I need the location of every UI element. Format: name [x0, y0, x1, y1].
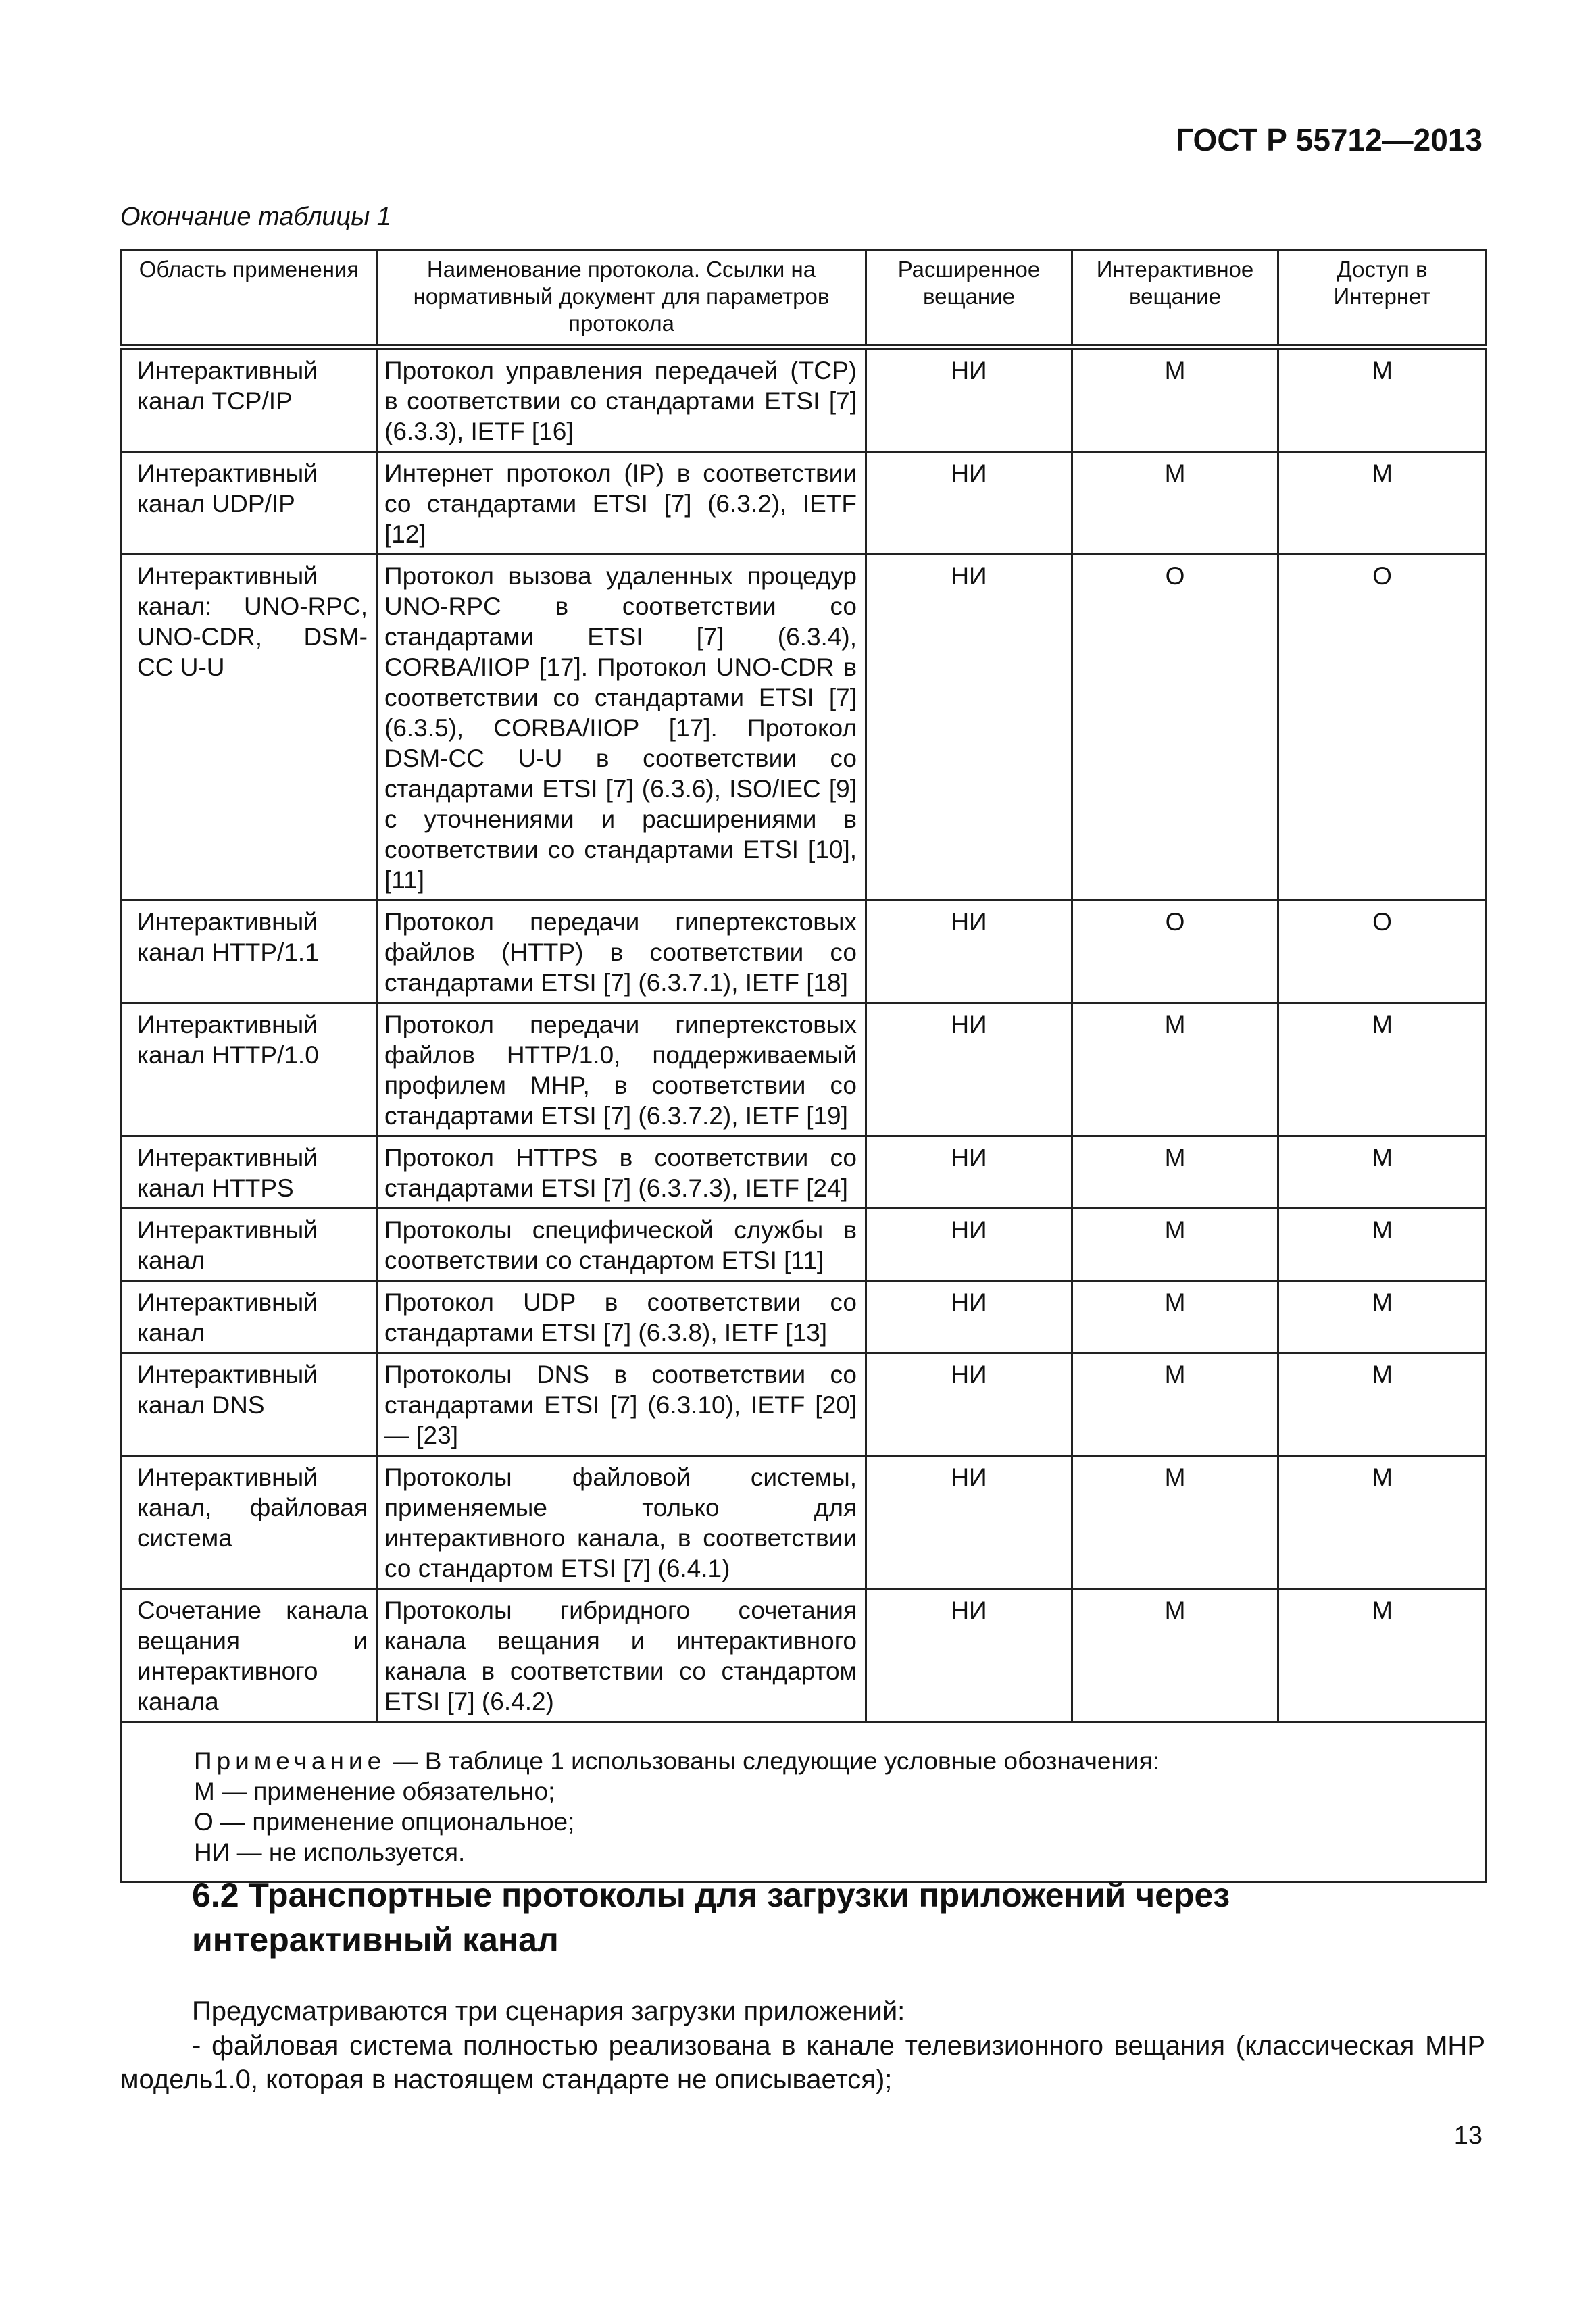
document-id: ГОСТ Р 55712—2013	[1176, 122, 1482, 157]
extended-value-cell: НИ	[866, 1209, 1072, 1281]
internet-value-cell: М	[1278, 1003, 1487, 1136]
internet-value-cell: О	[1278, 901, 1487, 1003]
area-cell: Интерактивный канал HTTP/1.0	[122, 1003, 377, 1136]
internet-value-cell: М	[1278, 1353, 1487, 1456]
interactive-value-cell: М	[1072, 1209, 1278, 1281]
area-cell: Сочетание канала вещания и интерактивного канала	[122, 1589, 377, 1722]
extended-value-cell: НИ	[866, 1136, 1072, 1209]
table-row	[122, 1136, 1487, 1209]
table-row	[122, 347, 1487, 452]
area-cell: Интерактивный канал	[122, 1281, 377, 1353]
column-header: Интерактивное вещание	[1072, 250, 1278, 347]
protocol-cell: Протоколы гибридного сочетания канала вещания и интерактивного канала в соответствии со стандартом ETSI [7] (6.4.2)	[377, 1589, 866, 1722]
internet-value-cell: М	[1278, 347, 1487, 452]
table-row	[122, 1209, 1487, 1281]
section-title: 6.2 Транспортные протоколы для загрузки приложений через интерактивный канал	[192, 1876, 1230, 1959]
extended-value-cell: НИ	[866, 1456, 1072, 1589]
interactive-value-cell: М	[1072, 1353, 1278, 1456]
area-cell: Интерактивный канал	[122, 1209, 377, 1281]
table-row	[122, 901, 1487, 1003]
area-cell: Интерактивный канал DNS	[122, 1353, 377, 1456]
table-caption: Окончание таблицы 1	[120, 203, 391, 231]
section-paragraph: - файловая система полностью реализована в канале телевизионного вещания (классическая MHP модель1.0, которая в настоящем стандарте не описывается);	[120, 2031, 1485, 2094]
table-row	[122, 452, 1487, 555]
note-line: НИ — не используется.	[194, 1838, 466, 1866]
note-line: О — применение опциональное;	[194, 1808, 575, 1836]
extended-value-cell: НИ	[866, 347, 1072, 452]
column-header: Доступ в Интернет	[1278, 250, 1487, 347]
protocol-cell: Протокол передачи гипертекстовых файлов (HTTP) в соответствии со стандартами ETSI [7] (6.3.7.1), IETF [18]	[377, 901, 866, 1003]
extended-value-cell: НИ	[866, 1003, 1072, 1136]
note-line: М — применение обязательно;	[194, 1778, 555, 1805]
interactive-value-cell: М	[1072, 1136, 1278, 1209]
table-row	[122, 1003, 1487, 1136]
internet-value-cell: М	[1278, 1589, 1487, 1722]
protocol-cell: Протоколы DNS в соответствии со стандартами ETSI [7] (6.3.10), IETF [20] — [23]	[377, 1353, 866, 1456]
internet-value-cell: М	[1278, 1281, 1487, 1353]
table-header-row	[122, 250, 1487, 347]
internet-value-cell: М	[1278, 1209, 1487, 1281]
area-cell: Интерактивный канал TCP/IP	[122, 347, 377, 452]
table-row	[122, 1353, 1487, 1456]
internet-value-cell: О	[1278, 555, 1487, 901]
interactive-value-cell: О	[1072, 901, 1278, 1003]
extended-value-cell: НИ	[866, 901, 1072, 1003]
interactive-value-cell: М	[1072, 1003, 1278, 1136]
interactive-value-cell: М	[1072, 347, 1278, 452]
interactive-value-cell: О	[1072, 555, 1278, 901]
area-cell: Интерактивный канал, файловая система	[122, 1456, 377, 1589]
extended-value-cell: НИ	[866, 1281, 1072, 1353]
protocol-cell: Протокол управления передачей (TCP) в соответствии со стандартами ETSI [7] (6.3.3), IETF [16]	[377, 347, 866, 452]
extended-value-cell: НИ	[866, 555, 1072, 901]
table-row	[122, 1281, 1487, 1353]
column-header: Область применения	[122, 250, 377, 347]
interactive-value-cell: М	[1072, 1589, 1278, 1722]
protocol-cell: Протокол вызова удаленных процедур UNO-RPC в соответствии со стандартами ETSI [7] (6.3.4), CORBA/IIOP [17]. Протокол UNO-CDR в соответствии со стандартами ETSI [7] (6.3.5), CORBA/IIOP [17]. Протокол DSM-CC U-U в соответствии со стандартами ETSI [7] (6.3.6), ISO/IEC [9] с уточнениями и расширениями в соответствии со стандартами ETSI [10], [11]	[377, 555, 866, 901]
table-row	[122, 1456, 1487, 1589]
interactive-value-cell: М	[1072, 452, 1278, 555]
section-paragraph: Предусматриваются три сценария загрузки приложений:	[192, 1996, 905, 2026]
protocol-cell: Интернет протокол (IP) в соответствии со стандартами ETSI [7] (6.3.2), IETF [12]	[377, 452, 866, 555]
internet-value-cell: М	[1278, 452, 1487, 555]
protocol-cell: Протоколы специфической службы в соответствии со стандартом ETSI [11]	[377, 1209, 866, 1281]
protocol-cell: Протокол UDP в соответствии со стандартами ETSI [7] (6.3.8), IETF [13]	[377, 1281, 866, 1353]
interactive-value-cell: М	[1072, 1281, 1278, 1353]
table-row	[122, 555, 1487, 901]
column-header: Расширенное вещание	[866, 250, 1072, 347]
note-intro: — В таблице 1 использованы следующие условные обозначения:	[386, 1747, 1159, 1775]
area-cell: Интерактивный канал UDP/IP	[122, 452, 377, 555]
note-label: Примечание	[194, 1747, 386, 1775]
table-note-row	[122, 1722, 1487, 1882]
extended-value-cell: НИ	[866, 1589, 1072, 1722]
protocols-table	[120, 249, 1487, 1883]
extended-value-cell: НИ	[866, 452, 1072, 555]
area-cell: Интерактивный канал HTTPS	[122, 1136, 377, 1209]
area-cell: Интерактивный канал HTTP/1.1	[122, 901, 377, 1003]
protocol-cell: Протокол передачи гипертекстовых файлов HTTP/1.0, поддерживаемый профилем MHP, в соответствии со стандартами ETSI [7] (6.3.7.2), IETF [19]	[377, 1003, 866, 1136]
column-header: Наименование протокола. Ссылки на нормативный документ для параметров протокола	[377, 250, 866, 347]
table-row	[122, 1589, 1487, 1722]
extended-value-cell: НИ	[866, 1353, 1072, 1456]
interactive-value-cell: М	[1072, 1456, 1278, 1589]
protocol-cell: Протокол HTTPS в соответствии со стандартами ETSI [7] (6.3.7.3), IETF [24]	[377, 1136, 866, 1209]
page-number: 13	[1453, 2121, 1482, 2150]
area-cell: Интерактивный канал: UNO-RPC, UNO-CDR, DSM-CC U-U	[122, 555, 377, 901]
internet-value-cell: М	[1278, 1456, 1487, 1589]
internet-value-cell: М	[1278, 1136, 1487, 1209]
table-note	[122, 1722, 1487, 1882]
protocol-cell: Протоколы файловой системы, применяемые только для интерактивного канала, в соответствии со стандартом ETSI [7] (6.4.1)	[377, 1456, 866, 1589]
